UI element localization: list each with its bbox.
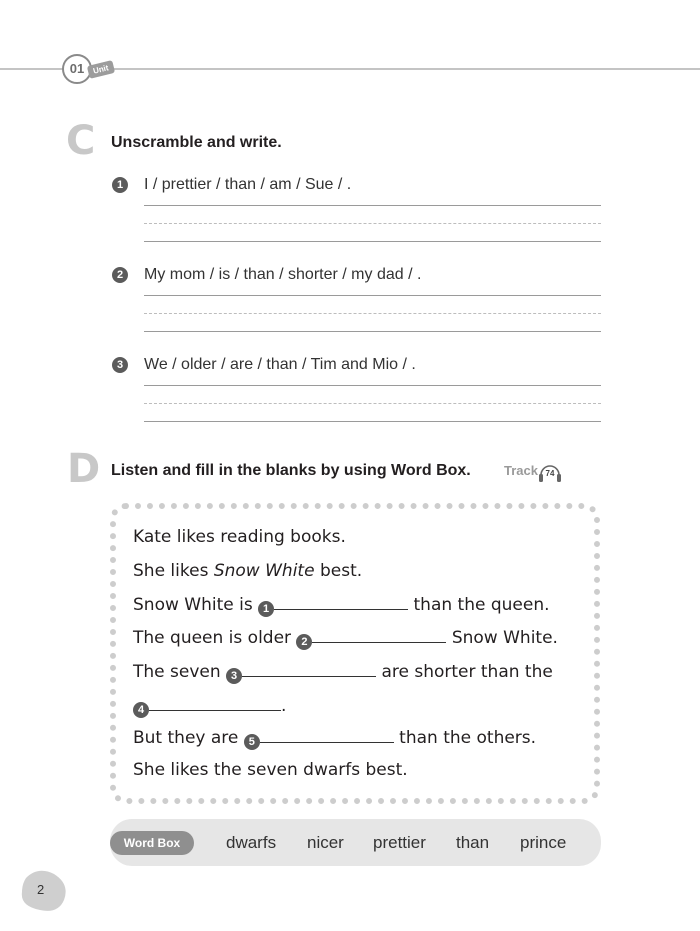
blank-3-number: 3: [226, 668, 242, 684]
story-line-2-start: She likes: [133, 561, 214, 581]
story-line-5: [133, 661, 553, 684]
story-line-7-start: But they are: [133, 728, 244, 748]
blank-4-number: 4: [133, 702, 149, 718]
blank-5[interactable]: [260, 727, 394, 743]
story-line-4: [133, 627, 558, 650]
item-2-base-line: [144, 331, 601, 332]
story-line-2: [133, 561, 362, 581]
blank-5-number: 5: [244, 734, 260, 750]
blank-1-number: 1: [258, 601, 274, 617]
story-line-2-end: best.: [314, 561, 363, 581]
page-number: 2: [37, 882, 45, 897]
item-2-guide-line: [144, 313, 601, 314]
item-2-writing-line[interactable]: [144, 295, 601, 296]
word-prettier: prettier: [373, 833, 426, 852]
story-box: [110, 503, 600, 804]
story-line-4-start: The queen is older: [133, 628, 297, 648]
item-1-guide-line: [144, 223, 601, 224]
section-d-letter: D: [67, 446, 101, 492]
word-nicer: nicer: [307, 833, 344, 852]
story-title-italic: Snow White: [213, 561, 315, 581]
item-2-number: 2: [112, 267, 128, 283]
section-c-title: Unscramble and write.: [111, 134, 282, 151]
item-1-number: 1: [112, 177, 128, 193]
blank-1[interactable]: [274, 594, 408, 610]
story-line-7-end: than the others.: [393, 728, 537, 748]
story-line-8: She likes the seven dwarfs best.: [133, 760, 408, 780]
section-d-title: Listen and fill in the blanks by using Word Box.: [111, 462, 471, 479]
word-prince: prince: [520, 833, 567, 852]
story-line-3-start: Snow White is: [133, 595, 259, 615]
item-3-base-line: [144, 421, 601, 422]
headphone-icon[interactable]: [537, 459, 563, 485]
story-line-6-end: .: [281, 696, 287, 716]
word-than: than: [456, 833, 490, 852]
unit-number: 01: [69, 61, 85, 76]
story-line-7: [133, 727, 536, 750]
story-line-4-end: Snow White.: [446, 628, 558, 648]
blank-2[interactable]: [312, 627, 446, 643]
item-3-guide-line: [144, 403, 601, 404]
item-1-writing-line[interactable]: [144, 205, 601, 206]
story-line-3: [133, 594, 550, 617]
story-line-3-end: than the queen.: [408, 595, 550, 615]
track-number: 74: [545, 469, 555, 478]
item-1-prompt: I / prettier / than / am / Sue / .: [144, 176, 352, 193]
track-label: Track: [504, 463, 538, 478]
unit-label: Unit: [87, 60, 115, 79]
section-c-letter: C: [66, 118, 96, 164]
story-line-1: Kate likes reading books.: [133, 527, 346, 547]
story-line-6: [133, 695, 286, 718]
story-line-5-end: are shorter than the: [376, 662, 553, 682]
item-3-number: 3: [112, 357, 128, 373]
item-1-base-line: [144, 241, 601, 242]
story-line-5-start: The seven: [133, 662, 227, 682]
item-3-writing-line[interactable]: [144, 385, 601, 386]
word-dwarfs: dwarfs: [226, 833, 277, 852]
word-box-label: Word Box: [110, 831, 194, 855]
item-2-prompt: My mom / is / than / shorter / my dad / .: [144, 266, 422, 283]
blank-2-number: 2: [296, 634, 312, 650]
blank-3[interactable]: [242, 661, 376, 677]
blank-4[interactable]: [149, 695, 281, 711]
item-3-prompt: We / older / are / than / Tim and Mio / .: [144, 356, 416, 373]
